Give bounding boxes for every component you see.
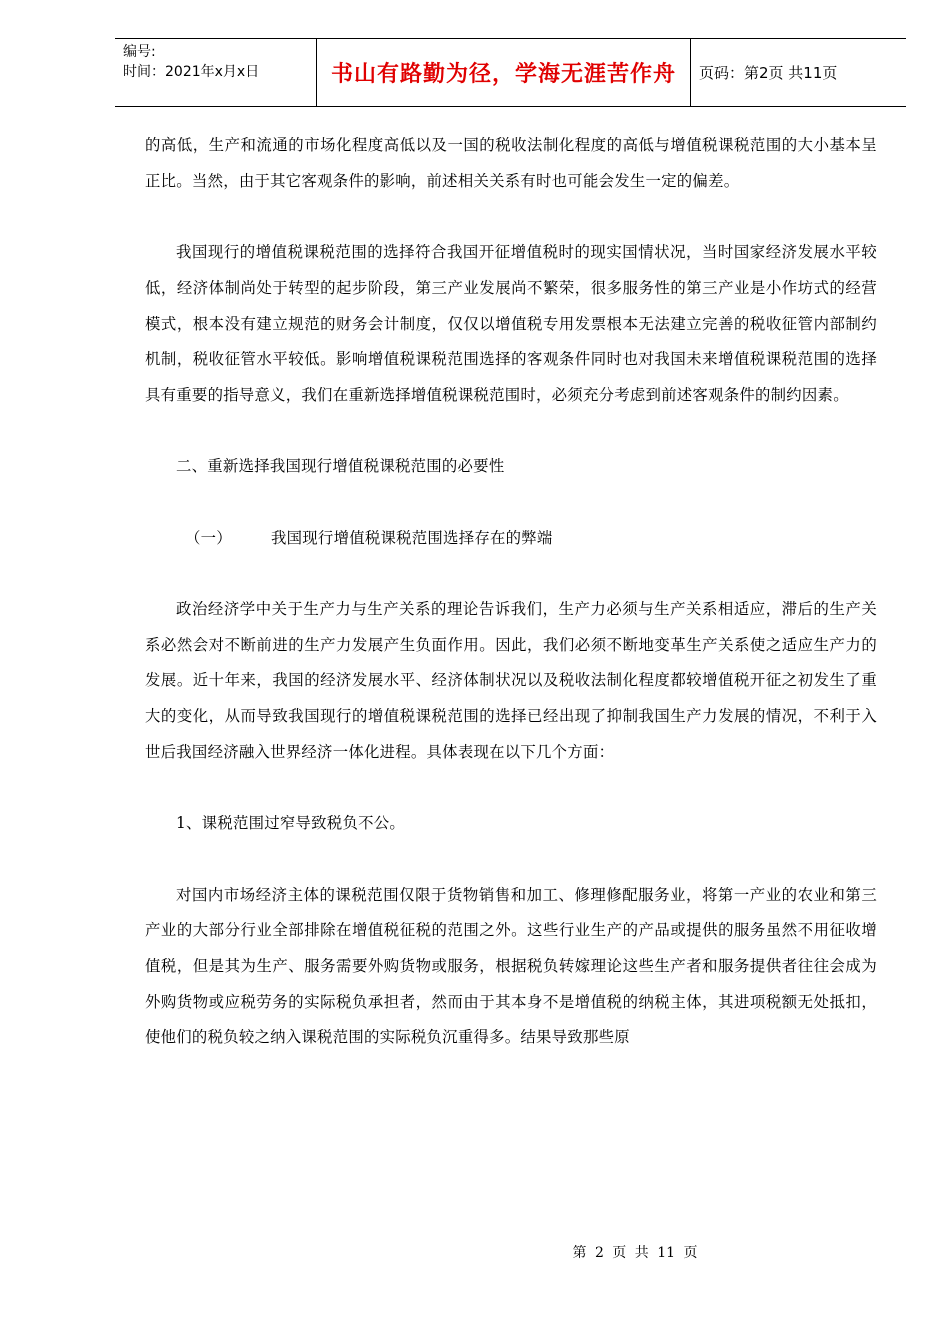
point-heading: 1、课税范围过窄导致税负不公。 [176, 814, 406, 833]
paragraph-2: 我国现行的增值税课税范围的选择符合我国开征增值税时的现实国情状况，当时国家经济发展水平较低，经济体制尚处于转型的起步阶段，第三产业发展尚不繁荣，很多服务性的第三产业是小作坊式的经营模式，根本没有建立规范的财务会计制度，仅仅以增值税专用发票根本无法建立完善的税收征管内部制约机制，税收征管水平较低。影响增值税课税范围选择的客观条件同时也对我国未来增值税课税范围的选择具有重要的指导意义，我们在重新选择增值税课税范围时，必须充分考虑到前述客观条件的制约因素。 [145, 243, 877, 404]
paragraph-1: 的高低，生产和流通的市场化程度高低以及一国的税收法制化程度的高低与增值税课税范围的大小基本呈正比。当然，由于其它客观条件的影响，前述相关关系有时也可能会发生一定的偏差。 [145, 136, 877, 190]
document-time-label: 时间：2021年x月x日 [123, 64, 260, 80]
document-body [145, 128, 877, 1056]
header-motto: 书山有路勤为径，学海无涯苦作舟 [316, 39, 691, 106]
section-heading: 二、重新选择我国现行增值税课税范围的必要性 [176, 457, 505, 476]
paragraph-4: 对国内市场经济主体的课税范围仅限于货物销售和加工、修理修配服务业，将第一产业的农业和第三产业的大部分行业全部排除在增值税征税的范围之外。这些行业生产的产品或提供的服务虽然不用征收增值税，但是其为生产、服务需要外购货物或服务，根据税负转嫁理论这些生产者和服务提供者往往会成为外购货物或应税劳务的实际税负承担者，然而由于其本身不是增值税的纳税主体，其进项税额无处抵扣，使他们的税负较之纳入课税范围的实际税负沉重得多。结果导致那些原 [145, 885, 877, 1047]
paragraph-3: 政治经济学中关于生产力与生产关系的理论告诉我们，生产力必须与生产关系相适应，滞后的生产关系必然会对不断前进的生产力发展产生负面作用。因此，我们必须不断地变革生产关系使之适应生产力的发展。近十年来，我国的经济发展水平、经济体制状况以及税收法制化程度都较增值税开征之初发生了重大的变化，从而导致我国现行的增值税课税范围的选择已经出现了抑制我国生产力发展的情况，不利于入世后我国经济融入世界经济一体化进程。具体表现在以下几个方面： [145, 600, 877, 761]
header-page-label: 页码：第2页 共11页 [699, 64, 838, 82]
header-meta [115, 39, 316, 106]
page-header [115, 38, 906, 107]
document-number-label: 编号: [123, 44, 156, 60]
subsection-number: （一） [185, 528, 232, 547]
subsection-title: 我国现行增值税课税范围选择存在的弊端 [271, 528, 553, 547]
page-footer: 第 2 页 共 11 页 [572, 1245, 698, 1261]
subsection-heading [145, 521, 877, 557]
